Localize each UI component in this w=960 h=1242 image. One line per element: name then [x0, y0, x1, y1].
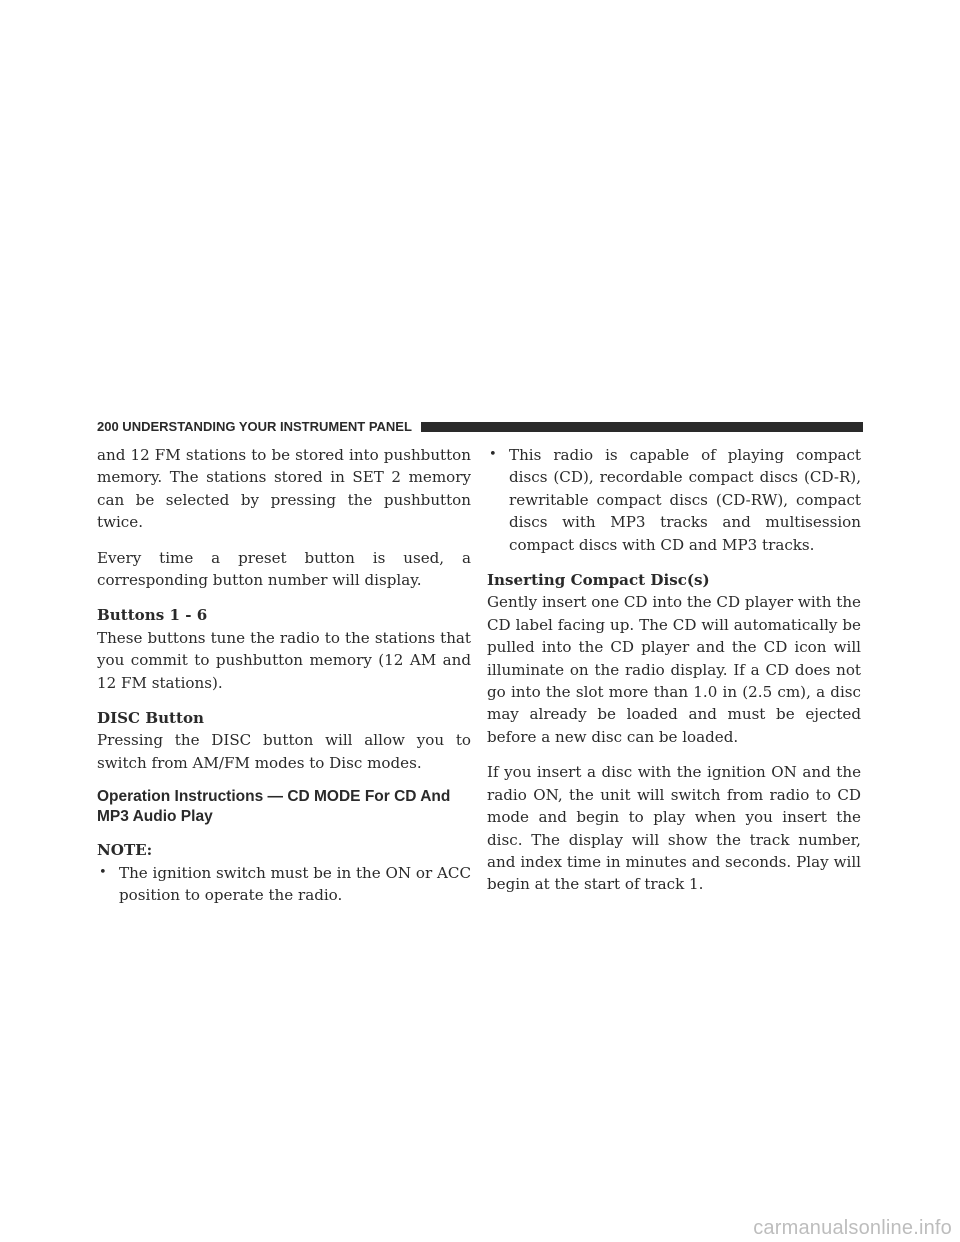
right-column — [487, 444, 861, 909]
page-number-section-title: 200 UNDERSTANDING YOUR INSTRUMENT PANEL — [97, 419, 412, 434]
note-label: NOTE: — [97, 841, 153, 860]
page-header — [97, 418, 863, 436]
paragraph-inserting-cds: Gently insert one CD into the CD player with the CD label facing up. The CD will automatically be pulled into the CD player and the CD icon will illuminate on the radio display. If a CD does not go into the slot more than 1.0 in (2.5 cm), a disc may already be loaded and must be ejected before a new disc can be loaded. — [487, 593, 861, 746]
heading-buttons-1-6: Buttons 1 - 6 — [97, 606, 208, 625]
section-heading-cd-mode: Operation Instructions — CD MODE For CD And MP3 Audio Play — [97, 788, 451, 826]
paragraph-buttons-1-6: These buttons tune the radio to the stations that you commit to pushbutton memory (12 AM and 12 FM stations). — [97, 628, 471, 692]
bullet-text: This radio is capable of playing compact discs (CD), recordable compact discs (CD-R), rewritable compact discs (CD-RW), compact discs with MP3 tracks and multisession compact discs with CD and MP3 tracks. — [509, 446, 861, 554]
paragraph-ignition-on: If you insert a disc with the ignition ON and the radio ON, the unit will switch from radio to CD mode and begin to play when you insert the disc. The display will show the track number, and index time in minutes and seconds. Play will begin at the start of track 1. — [487, 763, 861, 894]
bullet-icon: • — [489, 447, 497, 462]
paragraph-preset-display: Every time a preset button is used, a corresponding button number will display. — [97, 548, 471, 590]
bullet-disc-types — [487, 444, 861, 556]
left-column — [97, 444, 471, 920]
paragraph-preset-memory: and 12 FM stations to be stored into pushbutton memory. The stations stored in SET 2 memory can be selected by pressing the pushbutton twice. — [97, 446, 471, 532]
header-rule — [421, 422, 863, 432]
bullet-text: The ignition switch must be in the ON or ACC position to operate the radio. — [119, 863, 471, 905]
paragraph-disc-button: Pressing the DISC button will allow you to switch from AM/FM modes to Disc modes. — [97, 731, 471, 772]
bullet-ignition-switch — [97, 862, 471, 907]
heading-inserting-cds: Inserting Compact Disc(s) — [487, 571, 710, 590]
watermark-text: carmanualsonline.info — [753, 1217, 952, 1239]
bullet-icon: • — [99, 864, 107, 880]
heading-disc-button: DISC Button — [97, 709, 205, 728]
